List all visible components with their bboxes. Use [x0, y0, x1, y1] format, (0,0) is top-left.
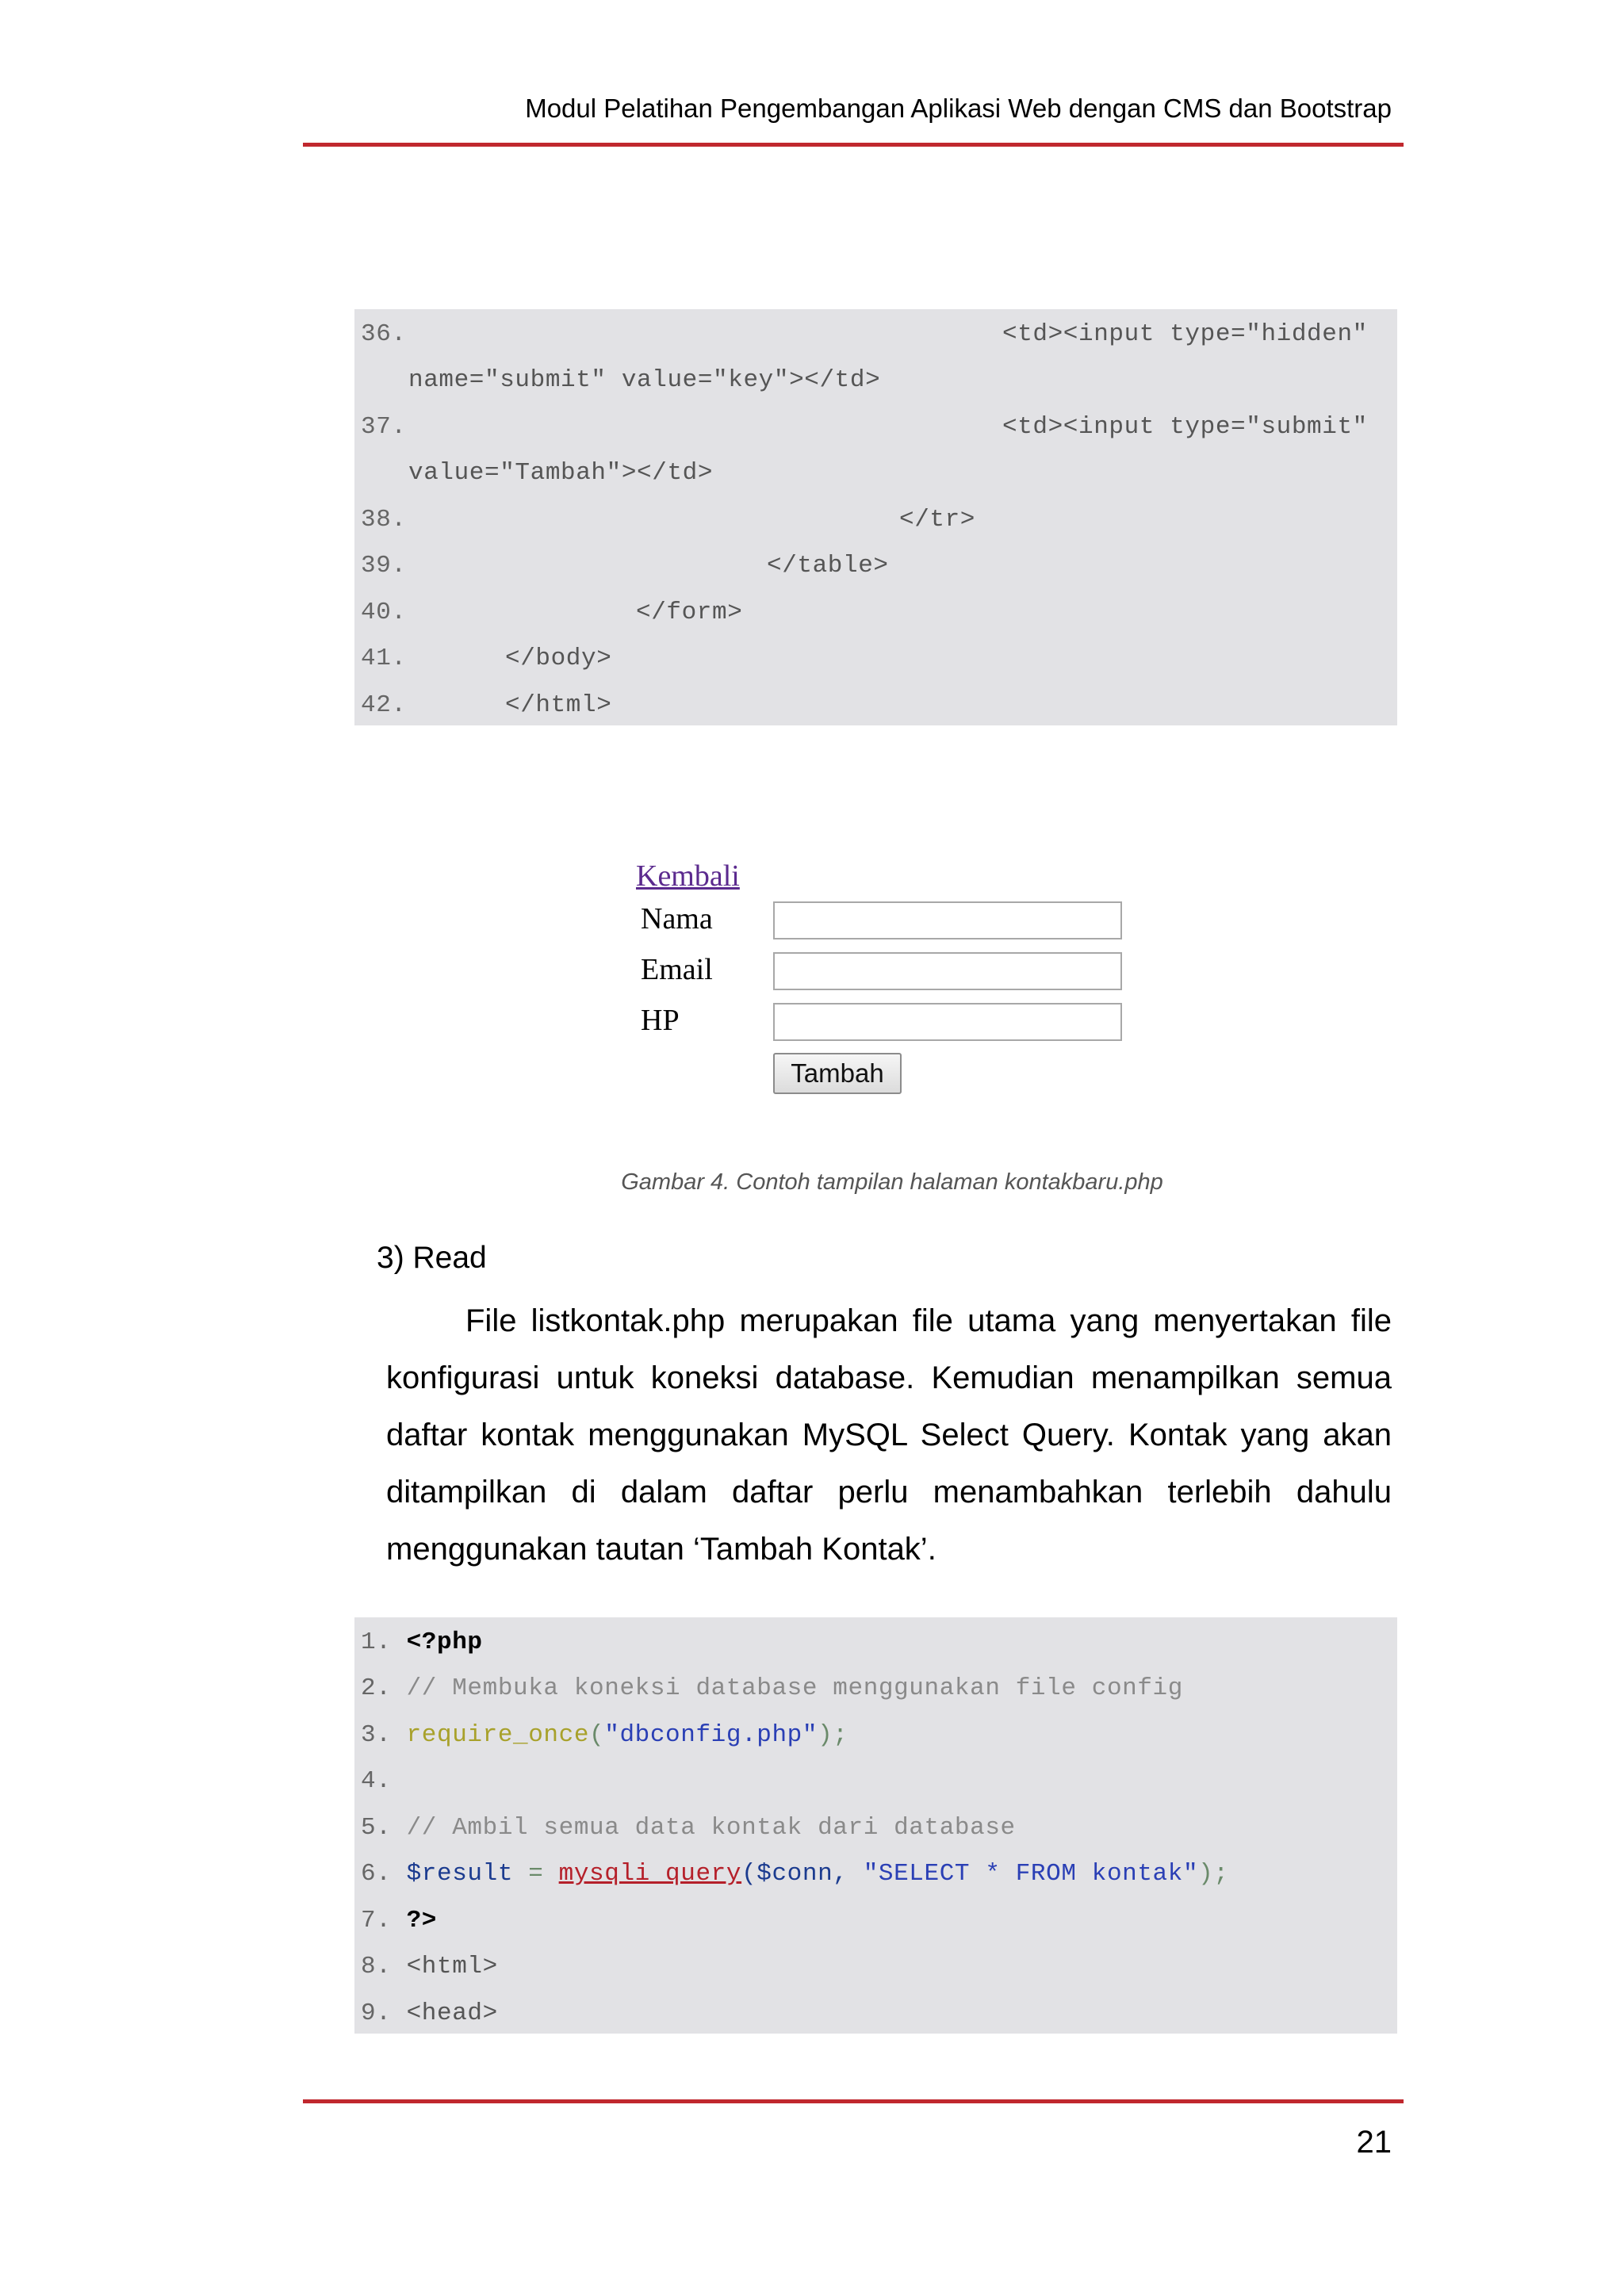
running-header: Modul Pelatihan Pengembangan Aplikasi Web dengan CMS dan Bootstrap — [525, 94, 1392, 123]
code-line: 39. — [361, 552, 407, 580]
email-input[interactable] — [773, 952, 1122, 990]
footer-rule — [303, 2099, 1404, 2103]
page-number: 21 — [1356, 2125, 1392, 2160]
name-input[interactable] — [773, 901, 1122, 939]
figure-caption: Gambar 4. Contoh tampilan halaman kontakbaru.php — [621, 1169, 1163, 1195]
name-label: Nama — [641, 902, 713, 936]
code-line: 9. <head> — [361, 1999, 498, 2027]
code-line: 7. ?> — [361, 1907, 438, 1934]
email-label: Email — [641, 953, 713, 986]
code-line: <td><input type="hidden" — [1002, 320, 1368, 348]
hp-input[interactable] — [773, 1003, 1122, 1041]
code-line: 37. — [361, 413, 407, 441]
code-line: </form> — [636, 599, 743, 626]
code-line: value="Tambah"></td> — [408, 459, 714, 487]
code-line: 5. // Ambil semua data kontak dari database — [361, 1814, 1016, 1842]
header-rule — [303, 143, 1404, 147]
hp-label: HP — [641, 1004, 680, 1037]
code-line: 6. $result = mysqli_query($conn, "SELECT * FROM kontak"); — [361, 1860, 1229, 1888]
code-line: 1. <?php — [361, 1628, 483, 1656]
form-figure — [626, 852, 1150, 1106]
section-heading: 3) Read — [377, 1241, 487, 1275]
tambah-button[interactable]: Tambah — [773, 1053, 902, 1094]
code-line: 42. — [361, 691, 407, 719]
code-line: </html> — [505, 691, 612, 719]
code-block-2 — [354, 1617, 1397, 2034]
code-line: </table> — [767, 552, 889, 580]
code-line: 4. — [361, 1767, 392, 1795]
code-line: 40. — [361, 599, 407, 626]
code-line: </tr> — [899, 506, 976, 534]
code-line: 8. <html> — [361, 1953, 498, 1980]
code-line: 41. — [361, 645, 407, 672]
code-block-1 — [354, 309, 1397, 725]
code-line: 36. — [361, 320, 407, 348]
code-line: <td><input type="submit" — [1002, 413, 1368, 441]
code-line: 38. — [361, 506, 407, 534]
back-link[interactable]: Kembali — [636, 859, 740, 893]
code-line: name="submit" value="key"></td> — [408, 366, 881, 394]
code-line: 3. require_once("dbconfig.php"); — [361, 1721, 848, 1749]
code-line: </body> — [505, 645, 612, 672]
code-line: 2. // Membuka koneksi database menggunakan file config — [361, 1674, 1183, 1702]
body-paragraph: File listkontak.php merupakan file utama yang menyertakan file konfigurasi untuk koneksi database. Kemudian menampilkan semua daftar kontak menggunakan MySQL Select Query. Kontak yang akan ditampilkan di dalam daftar perlu menambahkan terlebih dahulu menggunakan tautan ‘Tambah Kontak’. — [386, 1303, 1392, 1567]
